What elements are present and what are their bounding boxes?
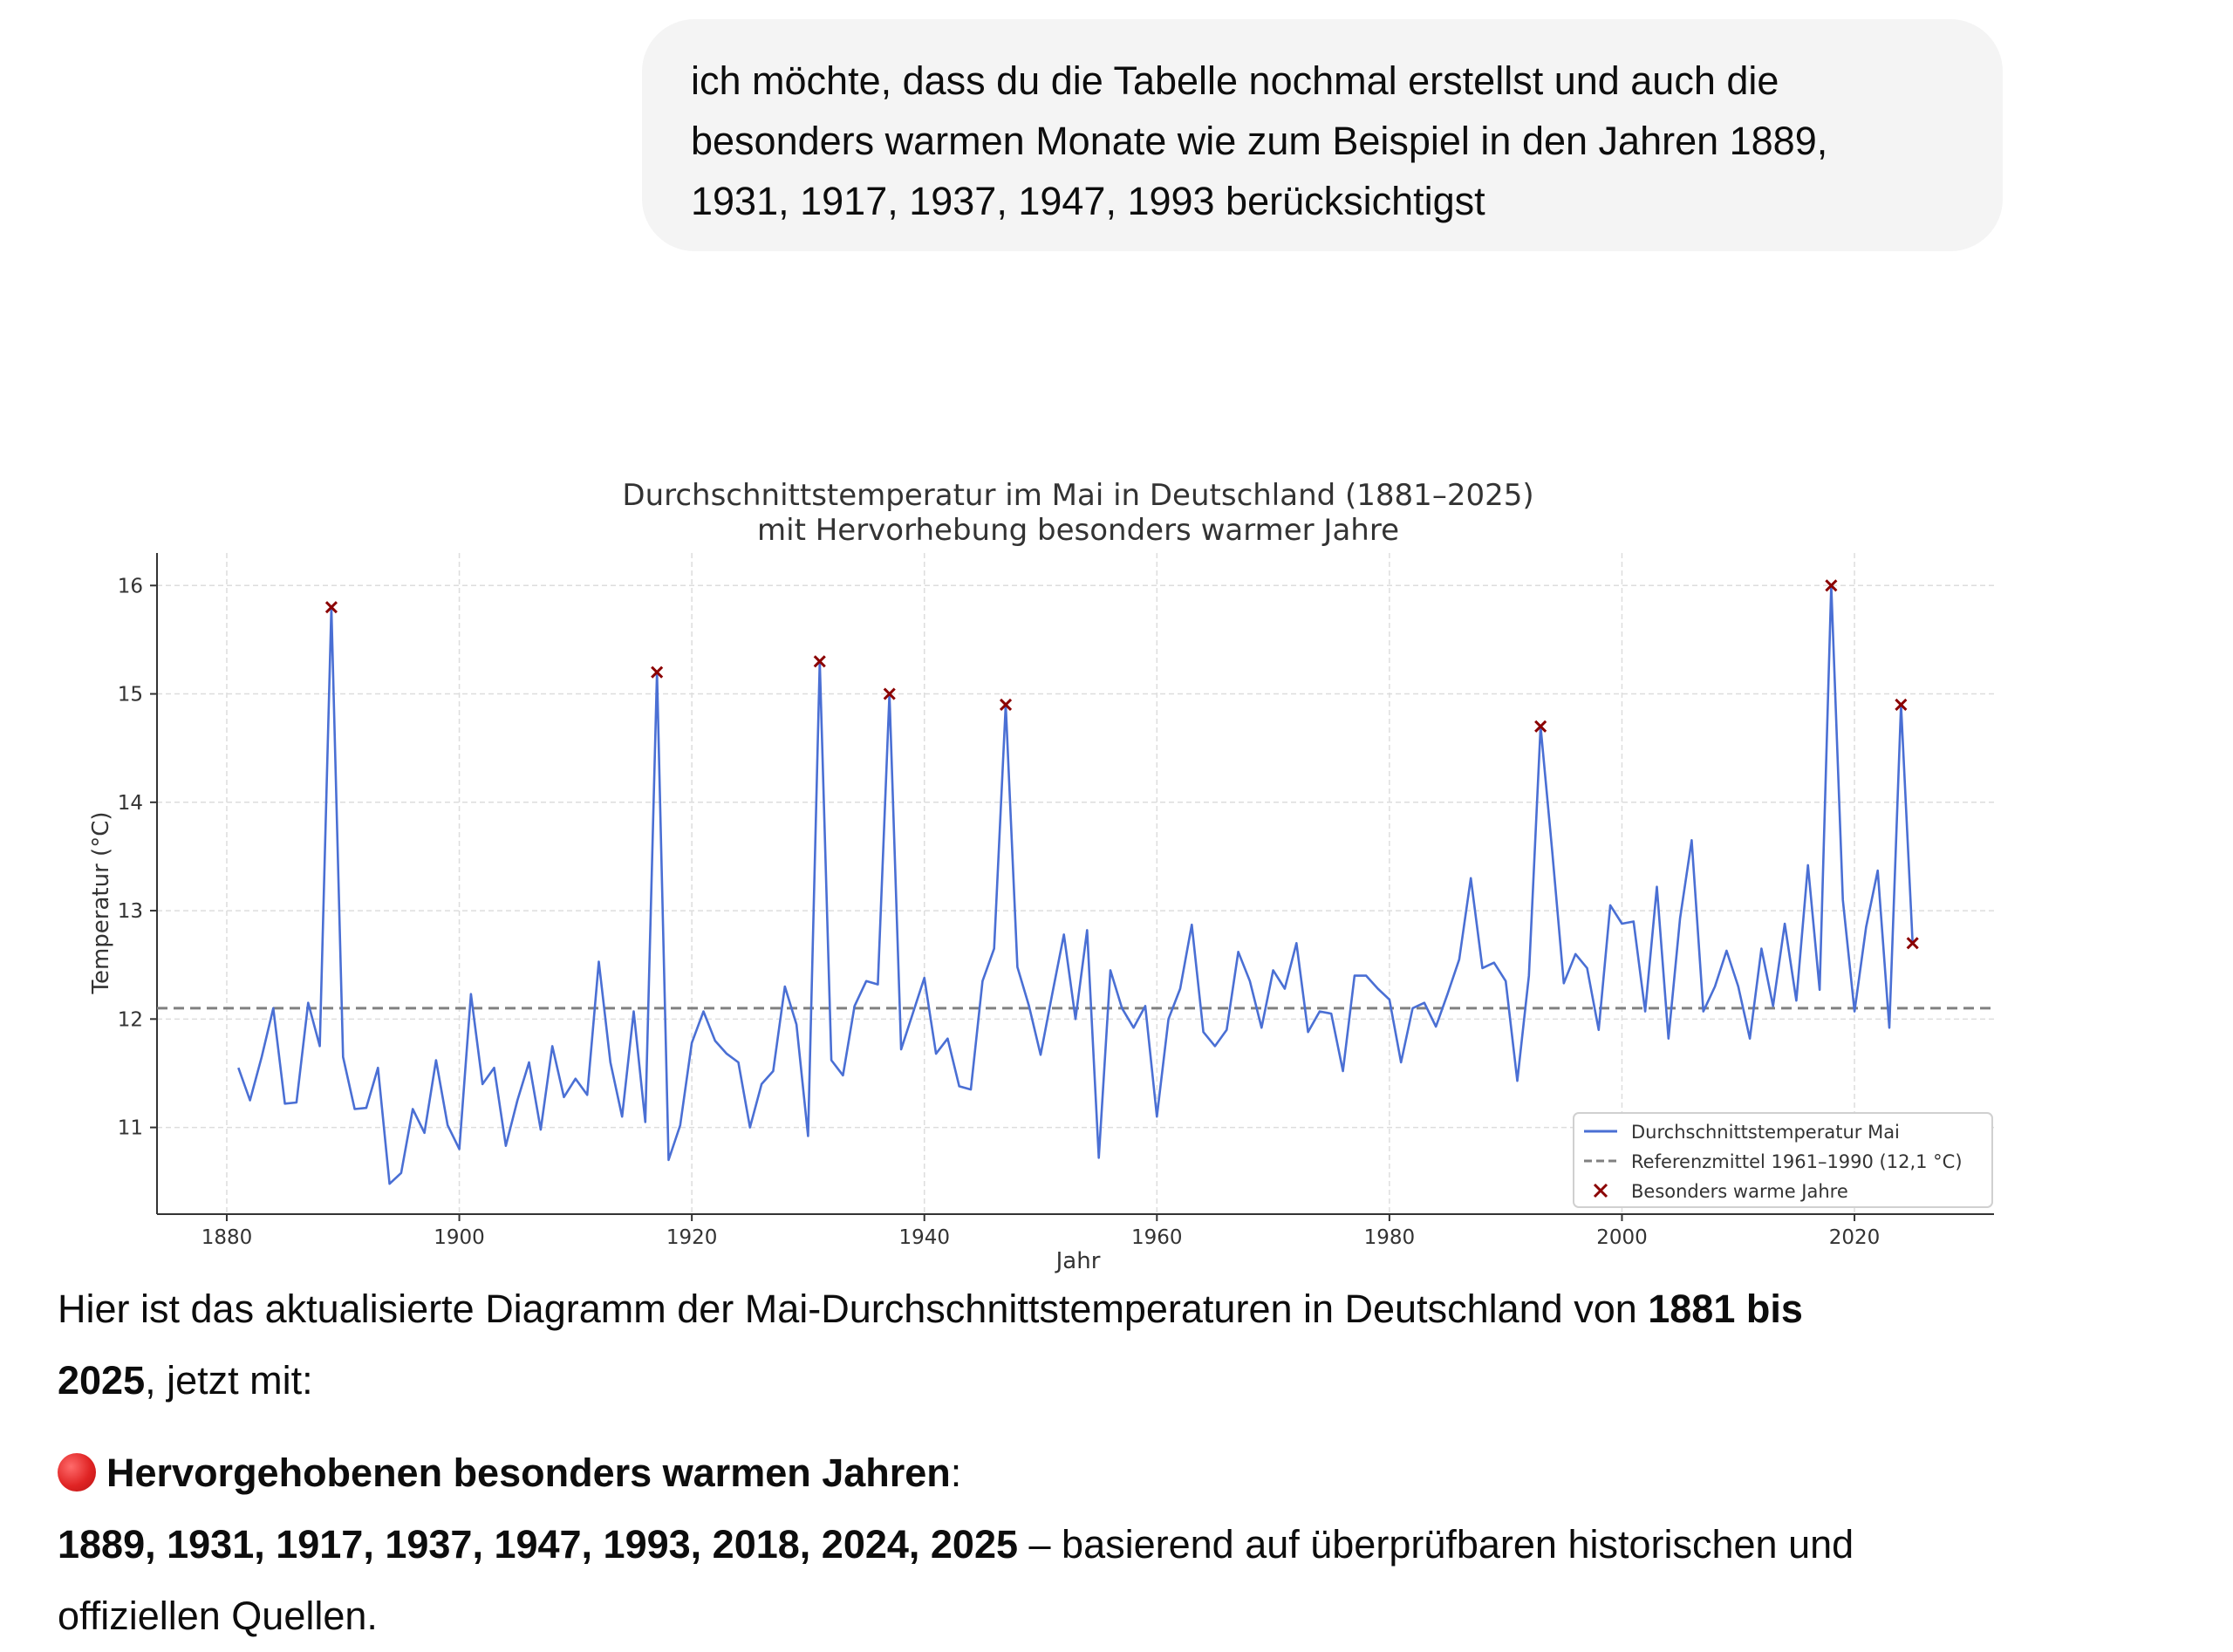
legend-label-warm-years: Besonders warme Jahre [1631, 1181, 1848, 1202]
assistant-paragraph-warm-years [58, 1437, 2046, 1652]
x-tick-label: 1940 [898, 1226, 950, 1249]
x-tick-label: 2020 [1828, 1226, 1881, 1249]
x-tick-label: 1980 [1363, 1226, 1416, 1249]
warm-years-source-text-2: offiziellen Quellen. [58, 1594, 378, 1638]
chart-subtitle: mit Hervorhebung besonders warmer Jahre [757, 513, 1399, 548]
y-tick-label: 11 [117, 1116, 143, 1140]
chart-plot-area [157, 580, 1994, 1184]
chart-title: Durchschnittstemperatur im Mai in Deutschland (1881–2025) [622, 478, 1534, 513]
intro-text: Hier ist das aktualisierte Diagramm der Mai-Durchschnittstemperaturen in Deutschland von [58, 1287, 1649, 1331]
x-tick-label: 1920 [666, 1226, 718, 1249]
y-tick-label: 15 [117, 683, 143, 707]
y-tick-label: 12 [117, 1008, 143, 1032]
user-message-line-1: ich möchte, dass du die Tabelle nochmal erstellst und auch die [691, 58, 1779, 103]
legend-label-reference: Referenzmittel 1961–1990 (12,1 °C) [1631, 1151, 1963, 1172]
intro-tail: , jetzt mit: [145, 1358, 313, 1403]
warm-years-heading: Hervorgehobenen besonders warmen Jahren [106, 1451, 951, 1495]
intro-bold-range-start: 1881 bis [1648, 1287, 1803, 1331]
intro-bold-range-end: 2025 [58, 1358, 146, 1403]
legend-label-line: Durchschnittstemperatur Mai [1631, 1122, 1900, 1143]
user-message-line-2: besonders warmen Monate wie zum Beispiel in den Jahren 1889, [691, 119, 1828, 163]
warm-years-source-text-1: – basierend auf überprüfbaren historischen und [1018, 1522, 1854, 1567]
temperature-series-line [238, 585, 1912, 1184]
x-tick-label: 1960 [1131, 1226, 1183, 1249]
chart-legend [1574, 1113, 1992, 1207]
temperature-chart [0, 462, 2233, 1273]
y-tick-label: 13 [117, 900, 143, 924]
warm-years-list: 1889, 1931, 1917, 1937, 1947, 1993, 2018, 2024, 2025 [58, 1522, 1019, 1567]
warm-years-colon: : [950, 1451, 962, 1495]
assistant-message [58, 1273, 2046, 1652]
user-message-bubble [642, 19, 2003, 251]
y-tick-label: 16 [117, 575, 143, 598]
y-tick-label: 14 [117, 791, 143, 815]
user-message-line-3: 1931, 1917, 1937, 1947, 1993 berücksichtigst [691, 179, 1485, 223]
x-tick-label: 2000 [1596, 1226, 1648, 1249]
red-circle-icon [58, 1453, 96, 1492]
assistant-paragraph-intro [58, 1273, 2046, 1416]
x-tick-label: 1900 [434, 1226, 485, 1249]
chart-xlabel: Jahr [1055, 1248, 1101, 1273]
chart-ylabel: Temperatur (°C) [88, 811, 114, 994]
x-tick-label: 1880 [201, 1226, 253, 1249]
